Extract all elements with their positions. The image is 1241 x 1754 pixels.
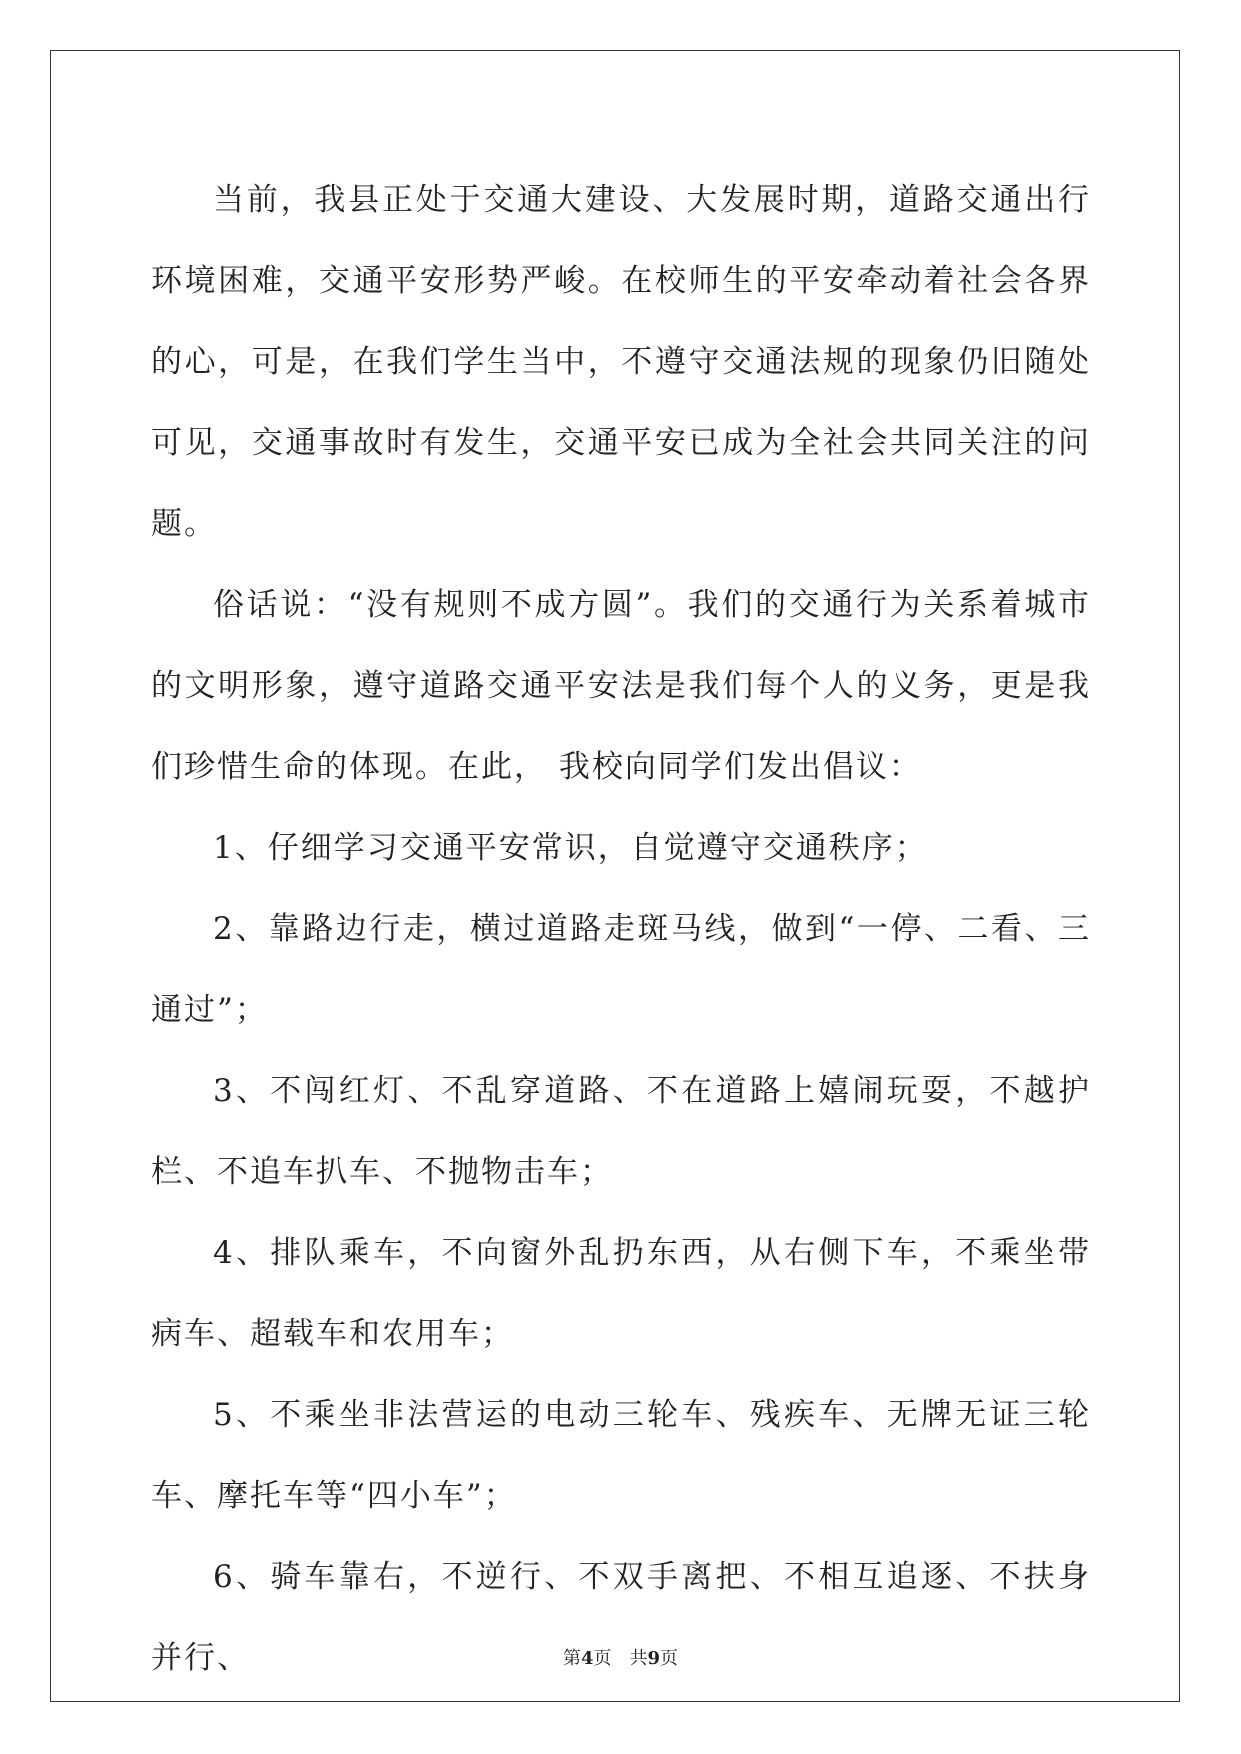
paragraph: 俗话说：“没有规则不成方圆”。我们的交通行为关系着城市的文明形象，遵守道路交通平安法是我们每个人的义务，更是我们珍惜生命的体现。在此， 我校向同学们发出倡议： [151, 587, 1091, 785]
page-total: 9 [647, 1648, 661, 1669]
page-prefix: 第 [562, 1648, 581, 1669]
paragraph: 当前，我县正处于交通大建设、大发展时期，道路交通出行环境困难，交通平安形势严峻。在校师生的平安牵动着社会各界的心，可是，在我们学生当中，不遵守交通法规的现象仍旧随处可见，交通事故时有发生，交通平安已成为全社会共同关注的问题。 [151, 182, 1091, 542]
total-suffix: 页 [660, 1648, 679, 1669]
list-item: 4、排队乘车，不向窗外乱扔东西，从右侧下车，不乘坐带病车、超载车和农用车； [151, 1235, 1091, 1352]
list-item: 6、骑车靠右，不逆行、不双手离把、不相互追逐、不扶身并行、 [151, 1559, 1091, 1676]
page-mid: 页 [593, 1648, 612, 1669]
document-body [151, 160, 1091, 1699]
list-item: 3、不闯红灯、不乱穿道路、不在道路上嬉闹玩耍，不越护栏、不追车扒车、不抛物击车； [151, 1073, 1091, 1190]
page-footer [0, 1644, 1241, 1670]
total-prefix: 共 [629, 1648, 648, 1669]
list-item: 5、不乘坐非法营运的电动三轮车、残疾车、无牌无证三轮车、摩托车等“四小车”； [151, 1397, 1091, 1514]
page-current: 4 [580, 1648, 594, 1669]
list-item: 2、靠路边行走，横过道路走斑马线，做到“一停、二看、三通过”； [151, 911, 1091, 1028]
list-item: 1、仔细学习交通平安常识，自觉遵守交通秩序； [213, 830, 928, 866]
